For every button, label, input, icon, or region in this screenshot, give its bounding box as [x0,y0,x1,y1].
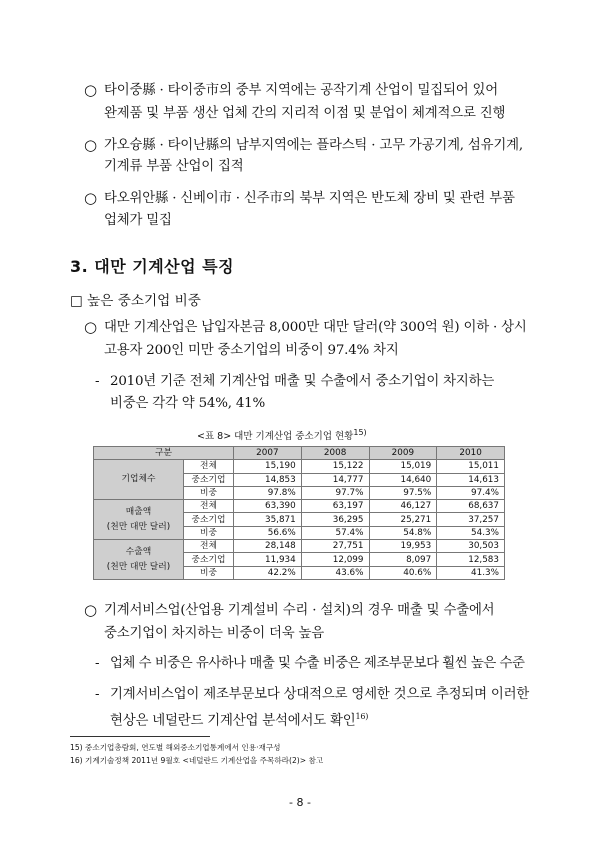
group-label [94,500,184,540]
table-cell: 36,295 [301,513,369,526]
table-cell: 97.4% [437,486,505,499]
group-label [94,460,184,500]
bullet-circle: ○ [84,136,98,154]
table-cell: 56.6% [234,526,302,539]
bullet-service-line-2: 중소기업이 차지하는 비중이 더욱 높음 [104,626,324,641]
table-header-cell: 2007 [234,447,302,460]
dash-marker: - [95,374,100,389]
group-label-unit: (천만 대만 달러) [106,521,171,532]
sme-table [93,446,505,580]
table-header-cell: 2009 [369,447,437,460]
table-cell: 8,097 [369,553,437,566]
row-label: 중소기업 [184,553,234,566]
table-header-cell: 2010 [437,447,505,460]
bullet-circle: ○ [84,318,98,336]
group-label-text: 기업체수 [121,474,156,485]
row-label: 전체 [184,460,234,473]
table-cell: 25,271 [369,513,437,526]
bullet-1-line-2: 완제품 및 부품 생산 업체 간의 지리적 이점 및 분업이 체계적으로 진행 [104,106,506,121]
section-heading: 3. 대만 기계산업 특징 [70,257,235,276]
table-row [94,460,505,473]
row-label: 비중 [184,566,234,579]
table-cell: 30,503 [437,540,505,553]
bullet-3-line-2: 업체가 밀집 [104,213,172,228]
table-cell: 97.5% [369,486,437,499]
page-number: - 8 - [289,796,311,809]
row-label: 전체 [184,540,234,553]
dash-main-line-2: 비중은 각각 약 54%, 41% [110,396,266,411]
bullet-2-line-2: 기계류 부품 산업이 집적 [104,159,244,174]
table-cell: 15,122 [301,460,369,473]
table-cell: 37,257 [437,513,505,526]
table-cell: 28,148 [234,540,302,553]
table-cell: 46,127 [369,500,437,513]
table-cell: 12,099 [301,553,369,566]
table-cell: 35,871 [234,513,302,526]
dash-service-1-line-1: 업체 수 비중은 유사하나 매출 및 수출 비중은 제조부문보다 훨씬 높은 수준 [110,656,525,671]
table-cell: 15,190 [234,460,302,473]
bullet-2-line-1: 가오슝縣 · 타이난縣의 남부지역에는 플라스틱 · 고무 가공기계, 섬유기계, [104,138,523,153]
table-cell: 54.3% [437,526,505,539]
table-cell: 14,613 [437,473,505,486]
row-label: 전체 [184,500,234,513]
bullet-main-line-2: 고용자 200인 미만 중소기업의 비중이 97.4% 차지 [104,343,399,358]
bullet-main-line-1: 대만 기계산업은 납입자본금 8,000만 대만 달러(약 300억 원) 이하 · 상시 [104,320,527,335]
bullet-circle: ○ [84,81,98,99]
dash-service-2-line-2-text: 현상은 네덜란드 기계산업 분석에서도 확인 [110,713,356,729]
table-cell: 40.6% [369,566,437,579]
table-cell: 12,583 [437,553,505,566]
table-caption [197,428,367,442]
table-header-cell: 2008 [301,447,369,460]
row-label: 중소기업 [184,473,234,486]
table-cell: 97.7% [301,486,369,499]
table-cell: 14,777 [301,473,369,486]
dash-marker: - [95,656,100,671]
table-cell: 97.8% [234,486,302,499]
table-cell: 15,019 [369,460,437,473]
footnote-15: 15) 중소기업총람회, 연도별 해외중소기업통계에서 인용·재구성 [70,743,281,752]
footnote-16: 16) 기계기술정책 2011년 9월호 <네덜란드 기계산업을 주목하라(2)> 참고 [70,756,324,765]
bullet-service-line-1: 기계서비스업(산업용 기계설비 수리 · 설치)의 경우 매출 및 수출에서 [104,603,495,618]
dash-marker: - [95,687,100,702]
table-cell: 43.6% [301,566,369,579]
table-cell: 14,853 [234,473,302,486]
bullet-3-line-1: 타오위안縣 · 신베이市 · 신주市의 북부 지역은 반도체 장비 및 관련 부품 [104,191,515,206]
table-caption-text: <표 8> 대만 기계산업 중소기업 현황 [197,431,354,443]
table-cell: 14,640 [369,473,437,486]
table-cell: 11,934 [234,553,302,566]
table-cell: 54.8% [369,526,437,539]
group-label [94,540,184,580]
table-header-cell: 구분 [94,447,234,460]
table-cell: 15,011 [437,460,505,473]
row-label: 비중 [184,486,234,499]
table-cell: 68,637 [437,500,505,513]
table-cell: 27,751 [301,540,369,553]
table-cell: 63,197 [301,500,369,513]
table-cell: 57.4% [301,526,369,539]
footnote-ref: 16) [355,712,369,721]
bullet-circle: ○ [84,189,98,207]
subsection-title: □ 높은 중소기업 비중 [70,293,201,309]
group-label-text: 수출액 [125,546,152,557]
table-header-row [94,447,505,460]
row-label: 중소기업 [184,513,234,526]
table-row [94,500,505,513]
group-label-unit: (천만 대만 달러) [106,561,171,572]
row-label: 비중 [184,526,234,539]
table-cell: 42.2% [234,566,302,579]
bullet-1-line-1: 타이중縣 · 타이중市의 중부 지역에는 공작기계 산업이 밀집되어 있어 [104,83,499,98]
bullet-circle: ○ [84,601,98,619]
group-label-text: 매출액 [125,506,152,517]
table-cell: 41.3% [437,566,505,579]
footnote-divider [70,736,210,737]
table-caption-footnote-ref: 15) [353,428,367,437]
table-row [94,540,505,553]
table-cell: 19,953 [369,540,437,553]
dash-main-line-1: 2010년 기준 전체 기계산업 매출 및 수출에서 중소기업이 차지하는 [110,374,495,389]
table-cell: 63,390 [234,500,302,513]
dash-service-2-line-2 [110,709,368,729]
dash-service-2-line-1: 기계서비스업이 제조부문보다 상대적으로 영세한 것으로 추정되며 이러한 [110,687,530,702]
